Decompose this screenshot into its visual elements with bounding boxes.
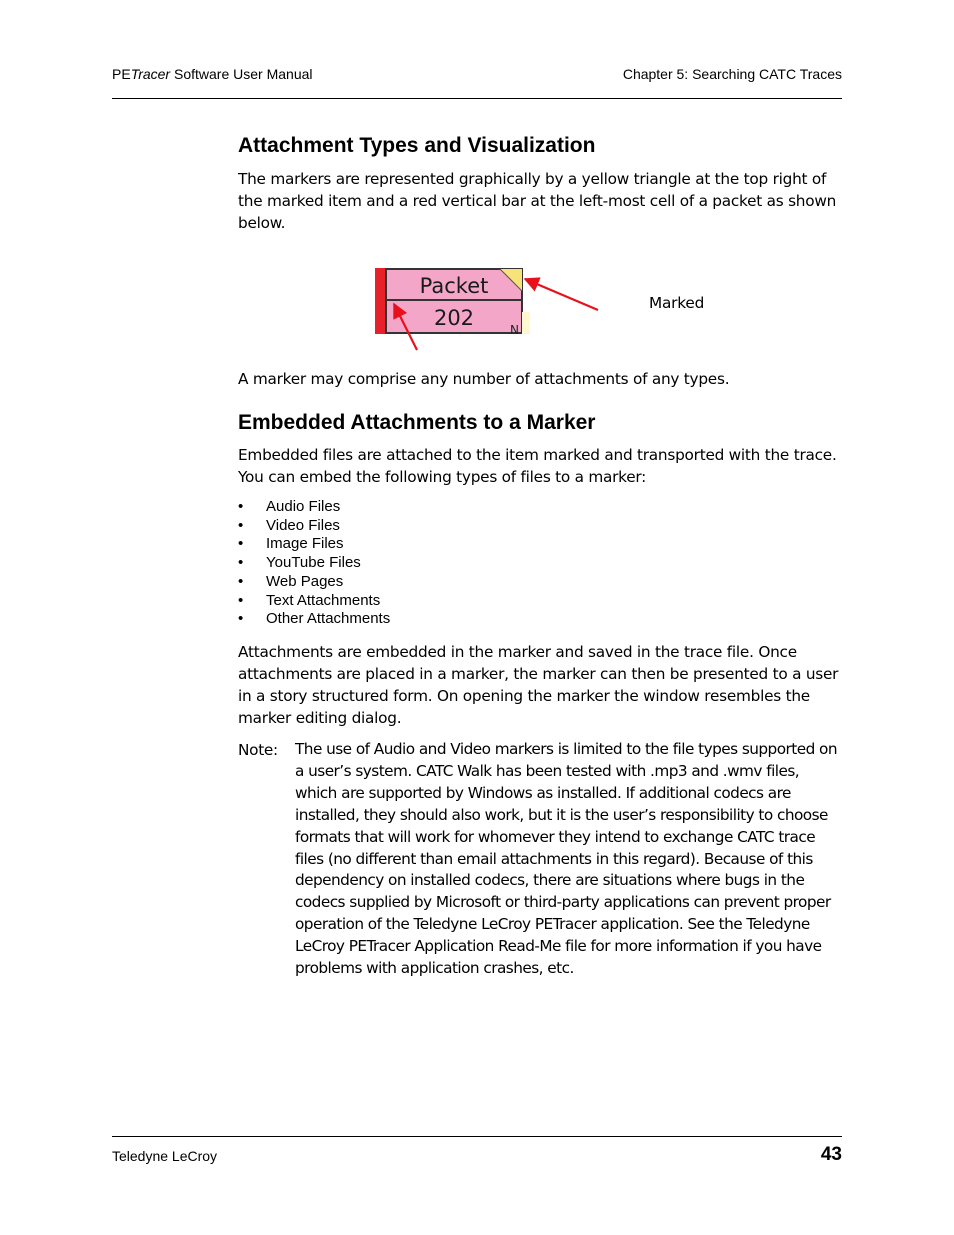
packet-label-text: Packet [419, 274, 489, 298]
list-item-text: Image Files [266, 535, 344, 553]
note-label: Note: [238, 741, 278, 759]
bullet-glyph: • [238, 572, 244, 590]
list-item [238, 592, 390, 611]
list-item-text: Video Files [266, 516, 340, 534]
section1-paragraph: The markers are represented graphically by a yellow triangle at the top right of the marked item and a red vertical bar at the left-most cell of a packet as shown below. [238, 170, 837, 232]
bullet-glyph: • [238, 535, 244, 553]
section2-paragraph: Embedded files are attached to the item marked and transported with the trace. You can embed the following types of files to a marker: [238, 446, 837, 486]
section2-paragraph-2: Attachments are embedded in the marker and saved in the trace file. Once attachments are placed in a marker, the marker can then be presented to a user in a story structured form. On opening the marker the window resembles the marker editing dialog. [238, 643, 839, 727]
list-item [238, 517, 390, 536]
header-title-italic: Tracer [130, 66, 171, 82]
attachment-types-list [238, 498, 390, 629]
list-item [238, 535, 390, 554]
header-title-suffix: Software User Manual [170, 66, 313, 82]
marked-packet-illustration [372, 264, 662, 354]
page-number: 43 [820, 1144, 842, 1165]
list-item [238, 554, 390, 573]
footer-company: Teledyne LeCroy [112, 1148, 218, 1164]
list-item-text: Other Attachments [266, 610, 391, 628]
adjacent-cell-fragment [522, 312, 530, 334]
bullet-glyph: • [238, 610, 244, 628]
list-item [238, 610, 390, 629]
section-heading-embedded-attachments: Embedded Attachments to a Marker [238, 411, 596, 434]
list-item [238, 498, 390, 517]
section-heading-attachment-types: Attachment Types and Visualization [238, 134, 596, 157]
footer-rule [112, 1136, 842, 1137]
bullet-glyph: • [238, 498, 244, 515]
list-item-text: YouTube Files [266, 554, 361, 572]
list-item-text: Web Pages [266, 572, 344, 590]
bullet-glyph: • [238, 516, 244, 534]
adjacent-cell-glyph: N [510, 323, 519, 337]
list-item [238, 573, 390, 592]
list-item-text: Text Attachments [266, 591, 381, 609]
after-figure-paragraph: A marker may comprise any number of attachments of any types. [238, 370, 730, 388]
list-item-text: Audio Files [266, 498, 341, 515]
header-rule [112, 98, 842, 99]
running-header-chapter: Chapter 5: Searching CATC Traces [622, 66, 842, 82]
marked-callout-label: Marked [649, 294, 705, 312]
note-text: The use of Audio and Video markers is limited to the file types supported on a user’s system. CATC Walk has been tested with .mp3 and .wmv files, which are supported by Windows as installed. If additional codecs are installed, they should also work, but it is the user’s responsibility to choose formats that will work for whomever they intend to exchange CATC trace files (no different than email attachments in this regard). Because of this dependency on installed codecs, there are situations where bugs in the codecs supplied by Microsoft or third-party applications can prevent proper operation of the Teledyne LeCroy PETracer application. See the Teledyne LeCroy PETracer Application Read-Me file for more information if you have problems with application crashes, etc. [295, 740, 837, 978]
running-header-title [112, 66, 313, 82]
bullet-glyph: • [238, 554, 244, 572]
header-title-prefix: PE [112, 66, 131, 82]
bullet-glyph: • [238, 591, 244, 609]
marked-packet-figure [372, 264, 662, 354]
arrow-to-triangle [525, 279, 598, 310]
packet-number-text: 202 [433, 306, 475, 330]
